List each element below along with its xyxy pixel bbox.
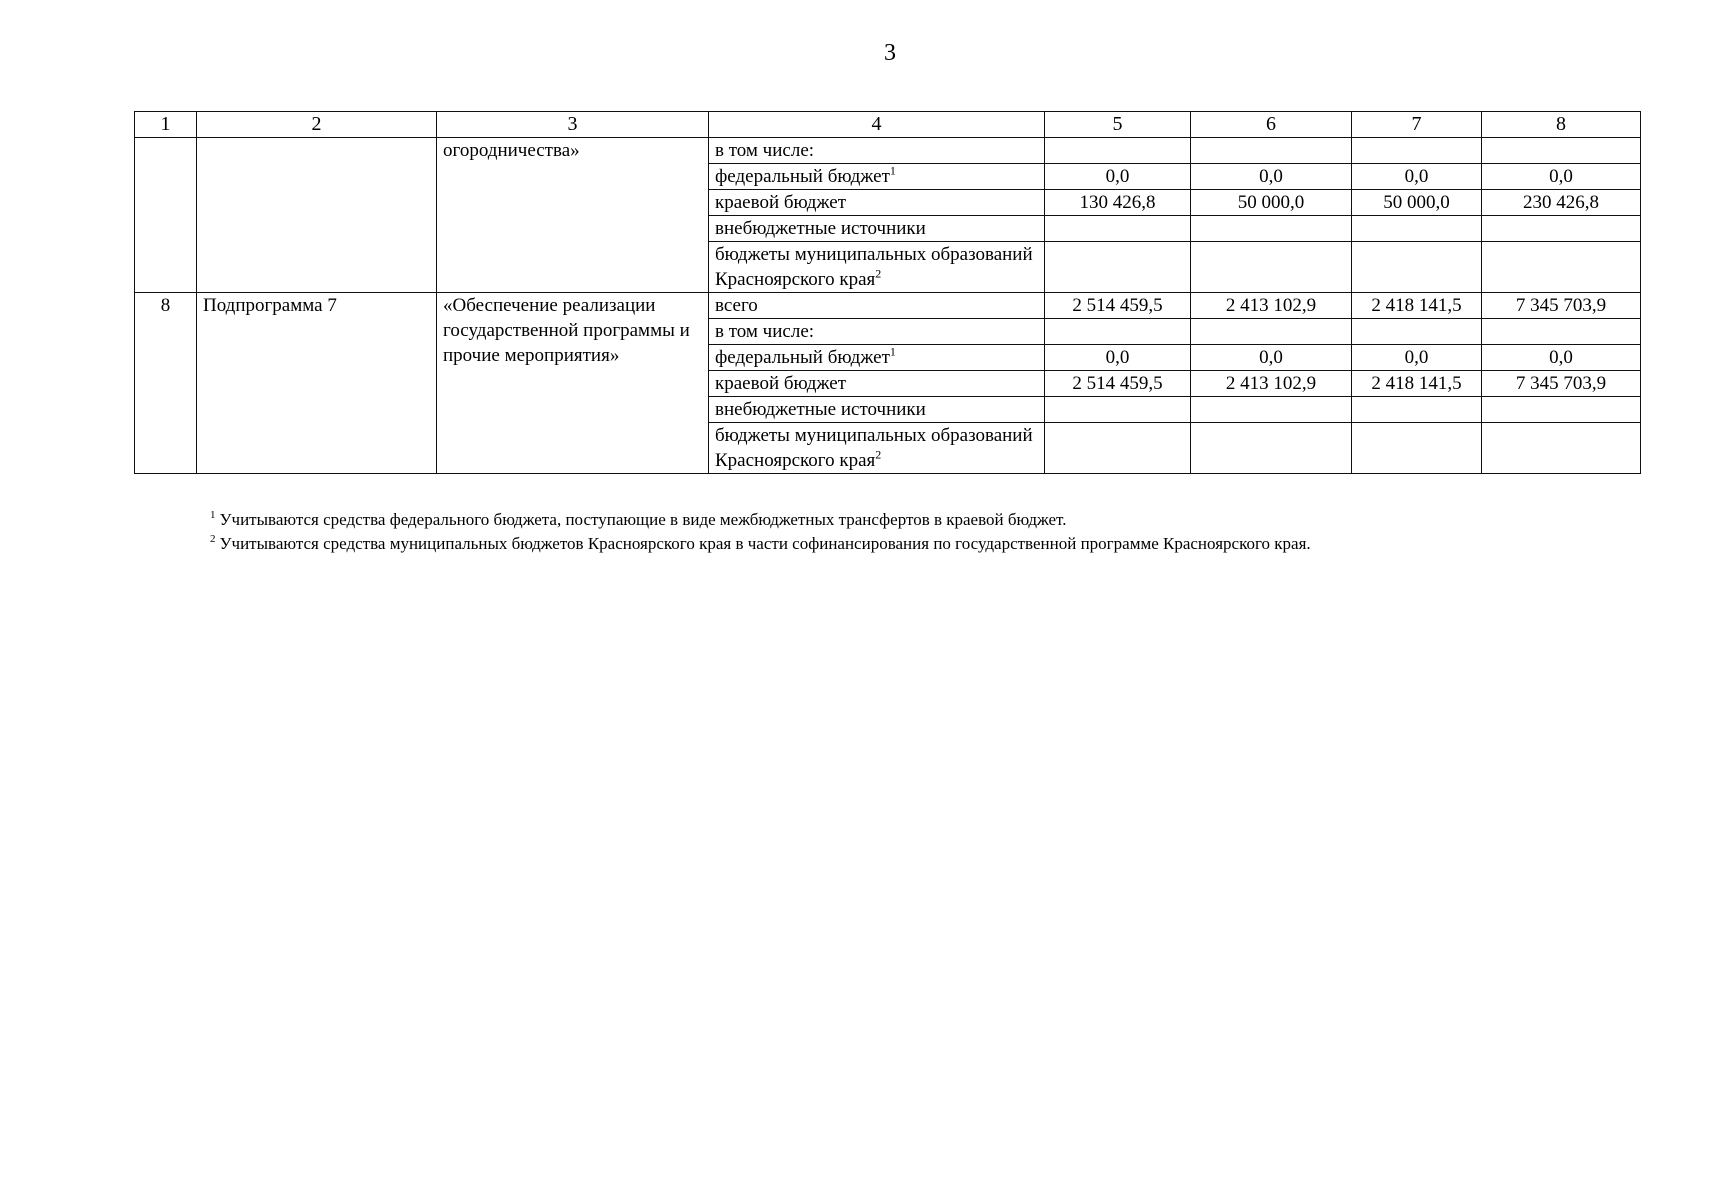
program-name-cell: огородничества» <box>437 138 709 293</box>
footnote-text: Учитываются средства федерального бюджета, поступающие в виде межбюджетных трансфертов в краевой бюджет. <box>219 510 1067 529</box>
row-number-cell <box>135 138 197 293</box>
value-cell: 0,0 <box>1352 345 1482 371</box>
value-cell <box>1191 319 1352 345</box>
value-cell <box>1045 397 1191 423</box>
source-label-cell <box>709 423 1045 474</box>
value-cell: 0,0 <box>1482 345 1641 371</box>
table-row <box>135 293 1641 319</box>
footnote-ref: 2 <box>875 266 882 281</box>
header-cell: 6 <box>1191 112 1352 138</box>
value-cell <box>1191 216 1352 242</box>
value-cell: 0,0 <box>1191 345 1352 371</box>
value-cell <box>1482 216 1641 242</box>
source-label: бюджеты муниципальных образований Красноярского края <box>715 425 1033 471</box>
value-cell: 2 514 459,5 <box>1045 371 1191 397</box>
footnote-mark: 1 <box>210 509 216 522</box>
value-cell: 0,0 <box>1045 164 1191 190</box>
value-cell <box>1045 216 1191 242</box>
source-label-cell <box>709 138 1045 164</box>
source-label: в том числе: <box>715 140 815 161</box>
source-label-cell <box>709 319 1045 345</box>
value-cell <box>1045 319 1191 345</box>
source-label-cell <box>709 397 1045 423</box>
value-cell <box>1045 138 1191 164</box>
source-label: федеральный бюджет <box>715 166 890 187</box>
footnote-ref: 2 <box>875 447 882 462</box>
value-cell <box>1191 423 1352 474</box>
footnote-2 <box>210 532 1311 556</box>
footnotes <box>210 508 1311 556</box>
value-cell: 7 345 703,9 <box>1482 293 1641 319</box>
header-cell: 5 <box>1045 112 1191 138</box>
value-cell <box>1191 242 1352 293</box>
footnote-mark: 2 <box>210 533 216 546</box>
value-cell: 50 000,0 <box>1352 190 1482 216</box>
source-label: краевой бюджет <box>715 192 847 213</box>
value-cell <box>1352 138 1482 164</box>
row-number-cell: 8 <box>135 293 197 474</box>
header-cell: 4 <box>709 112 1045 138</box>
footnote-text: Учитываются средства муниципальных бюджетов Красноярского края в части софинансирования по государственной программе Красноярского края. <box>219 534 1311 553</box>
source-label: краевой бюджет <box>715 373 847 394</box>
value-cell: 2 413 102,9 <box>1191 371 1352 397</box>
header-cell: 1 <box>135 112 197 138</box>
value-cell: 230 426,8 <box>1482 190 1641 216</box>
value-cell <box>1482 319 1641 345</box>
value-cell: 2 413 102,9 <box>1191 293 1352 319</box>
header-cell: 8 <box>1482 112 1641 138</box>
source-label-cell <box>709 293 1045 319</box>
value-cell: 7 345 703,9 <box>1482 371 1641 397</box>
source-label: федеральный бюджет <box>715 347 890 368</box>
program-name-cell: «Обеспечение реализации государственной программы и прочие мероприятия» <box>437 293 709 474</box>
source-label-cell <box>709 345 1045 371</box>
table-row <box>135 138 1641 164</box>
header-row <box>135 112 1641 138</box>
value-cell <box>1352 242 1482 293</box>
value-cell <box>1482 423 1641 474</box>
source-label-cell <box>709 216 1045 242</box>
source-label-cell <box>709 242 1045 293</box>
header-cell: 3 <box>437 112 709 138</box>
value-cell <box>1352 423 1482 474</box>
value-cell <box>1045 242 1191 293</box>
value-cell: 0,0 <box>1482 164 1641 190</box>
value-cell: 130 426,8 <box>1045 190 1191 216</box>
value-cell <box>1352 397 1482 423</box>
footnote-ref: 1 <box>889 344 896 359</box>
value-cell <box>1352 216 1482 242</box>
value-cell: 2 418 141,5 <box>1352 371 1482 397</box>
header-cell: 2 <box>197 112 437 138</box>
value-cell: 0,0 <box>1191 164 1352 190</box>
source-label: внебюджетные источники <box>715 399 926 420</box>
header-cell: 7 <box>1352 112 1482 138</box>
value-cell <box>1191 397 1352 423</box>
value-cell: 0,0 <box>1045 345 1191 371</box>
budget-table <box>134 111 1641 474</box>
value-cell <box>1352 319 1482 345</box>
source-label-cell <box>709 190 1045 216</box>
value-cell <box>1191 138 1352 164</box>
subprogram-cell <box>197 138 437 293</box>
source-label: всего <box>715 295 758 316</box>
value-cell <box>1482 138 1641 164</box>
value-cell: 2 418 141,5 <box>1352 293 1482 319</box>
value-cell <box>1482 242 1641 293</box>
source-label-cell <box>709 371 1045 397</box>
source-label: в том числе: <box>715 321 815 342</box>
footnote-1 <box>210 508 1311 532</box>
source-label: бюджеты муниципальных образований Красноярского края <box>715 244 1033 290</box>
subprogram-cell: Подпрограмма 7 <box>197 293 437 474</box>
value-cell: 0,0 <box>1352 164 1482 190</box>
value-cell <box>1045 423 1191 474</box>
value-cell <box>1482 397 1641 423</box>
value-cell: 2 514 459,5 <box>1045 293 1191 319</box>
footnote-ref: 1 <box>889 163 896 178</box>
source-label: внебюджетные источники <box>715 218 926 239</box>
source-label-cell <box>709 164 1045 190</box>
value-cell: 50 000,0 <box>1191 190 1352 216</box>
page-number: 3 <box>884 40 896 66</box>
